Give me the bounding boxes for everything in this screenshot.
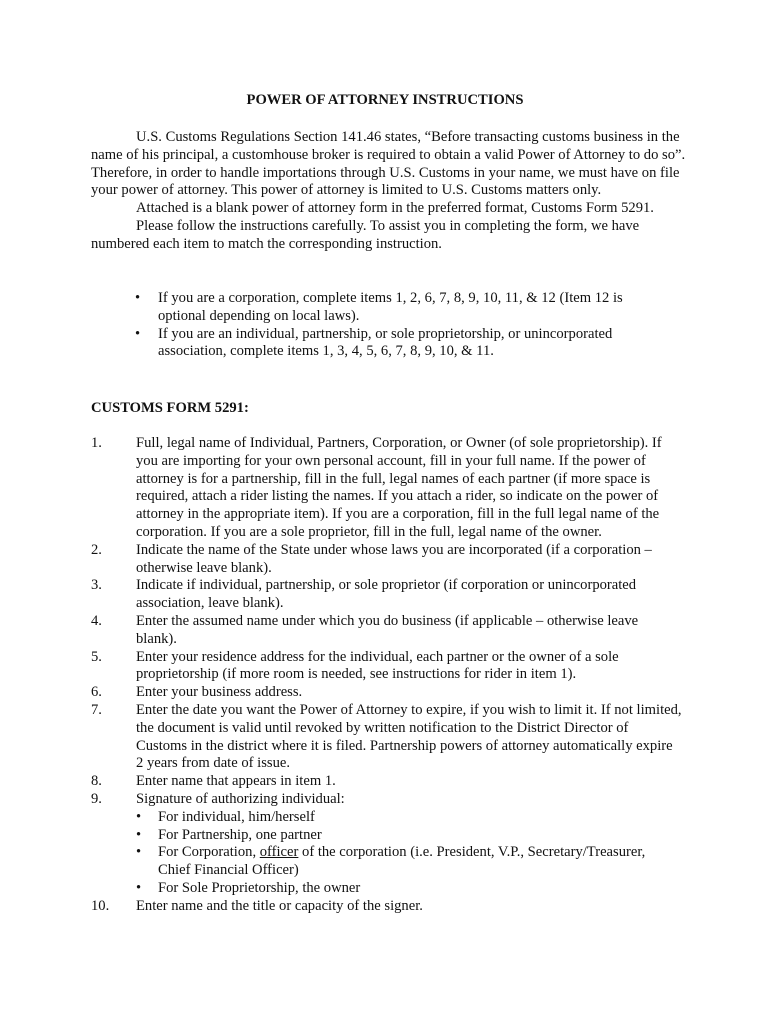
item-text: Enter name and the title or capacity of the signer. — [136, 897, 423, 914]
intro-paragraph-1: U.S. Customs Regulations Section 141.46 states, “Before transacting customs business in the name of his principal, a customhouse broker is required to obtain a valid Power of Attorney to do so”. Therefore, in order to handle importations through U.S. Customs in your name, we must have on file your power of attorney. This power of attorney is limited to U.S. Customs matters only. — [91, 129, 686, 199]
bullet-text: If you are a corporation, complete items 1, 2, 6, 7, 8, 9, 10, 11, & 12 (Item 12 is optional depending on local laws). — [158, 290, 623, 324]
intro-section — [91, 129, 691, 254]
item-text: Enter your business address. — [136, 684, 303, 701]
item-text: Enter your residence address for the individual, each partner or the owner of a sole proprietorship (if more room is needed, see instructions for rider in item 1). — [136, 648, 619, 683]
list-item — [0, 898, 682, 916]
signature-sub-list — [136, 809, 682, 898]
item-text: Indicate the name of the State under whose laws you are incorporated (if a corporation – otherwise leave blank). — [136, 541, 652, 576]
item-text: Indicate if individual, partnership, or sole proprietor (if corporation or unincorporated association, leave blank). — [136, 577, 637, 612]
list-item — [0, 649, 682, 685]
list-item — [0, 702, 682, 773]
item-text: Enter the assumed name under which you do business (if applicable – otherwise leave blank). — [136, 612, 639, 647]
list-item — [136, 880, 673, 898]
bullet-icon: • — [135, 325, 141, 342]
item-text: Enter the date you want the Power of Attorney to expire, if you wish to limit it. If not limited, the document is valid until revoked by written notification to the District Director of Customs in the district where it is filed. Partnership powers of attorney automatically expire 2 years from date of issue. — [136, 701, 682, 772]
sub-item-text: For Sole Proprietorship, the owner — [158, 879, 361, 896]
item-number: 5. — [91, 648, 102, 665]
item-text: Full, legal name of Individual, Partners, Corporation, or Owner (of sole proprietorship). If you are importing for your own personal account, fill in your full name. If the power of attorney is for a partnership, fill in the full, legal names of each partner (if more space is required, attach a rider listing the names. If you attach a rider, so indicate on the power of attorney in the appropriate item). If you are a corporation, fill in the full legal name of the corporation. If you are a sole proprietor, fill in the full, legal name of the owner. — [136, 435, 662, 540]
intro-paragraph-2: Attached is a blank power of attorney form in the preferred format, Customs Form 5291. — [136, 200, 654, 217]
sub-item-text: For individual, him/herself — [158, 808, 315, 825]
item-number: 8. — [91, 773, 102, 790]
intro-paragraph-3: Please follow the instructions carefully. To assist you in completing the form, we have numbered each item to match the corresponding instruction. — [91, 217, 640, 252]
form-instructions-list — [0, 435, 770, 916]
item-number: 2. — [91, 541, 102, 558]
applicability-bullet-list — [0, 290, 770, 361]
item-number: 1. — [91, 435, 102, 451]
list-item — [0, 577, 682, 613]
list-item — [136, 827, 673, 845]
bullet-text: If you are an individual, partnership, or sole proprietorship, or unincorporated association, complete items 1, 3, 4, 5, 6, 7, 8, 9, 10, & 11. — [158, 325, 613, 360]
list-item — [0, 290, 663, 326]
list-item — [0, 684, 682, 702]
list-item — [0, 435, 682, 542]
list-item — [136, 809, 673, 827]
underlined-word: officer — [259, 844, 299, 861]
sub-item-text-end: of the corporation (i.e. President, V.P., Secretary/Treasurer, Chief Financial Officer) — [158, 844, 646, 879]
list-item — [136, 844, 673, 880]
item-number: 6. — [91, 684, 102, 701]
bullet-icon: • — [136, 808, 142, 825]
item-text: Signature of authorizing individual: — [136, 790, 345, 807]
item-text: Enter name that appears in item 1. — [136, 773, 336, 790]
bullet-icon: • — [136, 826, 142, 843]
section-heading: CUSTOMS FORM 5291: — [91, 400, 249, 416]
sub-item-text-start: For Corporation, — [158, 844, 260, 861]
list-item — [0, 542, 682, 578]
item-number: 10. — [91, 897, 110, 914]
item-number: 9. — [91, 790, 102, 807]
item-number: 4. — [91, 612, 102, 629]
item-number: 7. — [91, 701, 102, 718]
list-item — [0, 613, 682, 649]
bullet-icon: • — [136, 879, 142, 896]
sub-item-text: For Partnership, one partner — [158, 826, 322, 843]
page-title: POWER OF ATTORNEY INSTRUCTIONS — [246, 92, 524, 108]
list-item — [0, 791, 682, 898]
item-number: 3. — [91, 577, 102, 594]
list-item — [0, 773, 682, 791]
bullet-icon: • — [135, 290, 141, 306]
list-item — [0, 326, 663, 362]
bullet-icon: • — [136, 844, 142, 861]
